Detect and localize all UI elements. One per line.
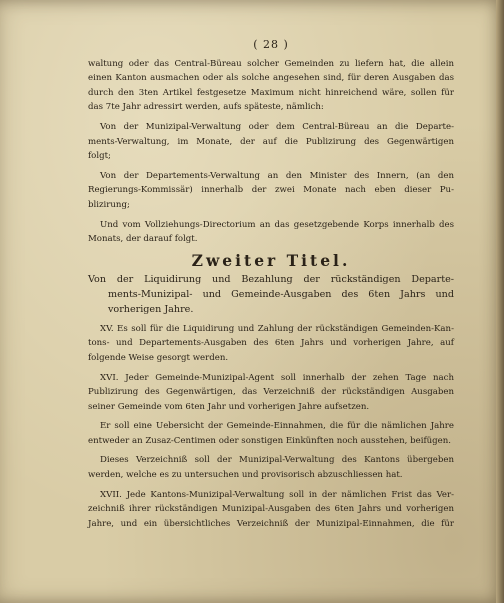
text-line: zeichniß ihrer rückständigen Munizipal-Ausgaben des 6ten Jahrs und vorherigen: [88, 504, 454, 515]
section-title: Zweiter Titel.: [191, 250, 351, 270]
text-line: folgende Weise gesorgt werden.: [88, 352, 229, 363]
subtitle-line: vorherigen Jahre.: [108, 303, 194, 315]
text-line: Dieses Verzeichniß soll der Munizipal-Verwaltung des Kantons übergeben: [100, 455, 454, 466]
text-line: Publizirung des Gegenwärtigen, das Verzeichniß der rückständigen Ausgaben: [88, 387, 454, 398]
text-line: tons- und Departements-Ausgaben des 6ten Jahrs und vorherigen Jahre, auf: [88, 338, 454, 349]
text-line: werden, welche es zu untersuchen und provisorisch abzuschliessen hat.: [88, 470, 403, 481]
article-xvii: [88, 488, 454, 532]
text-line: einen Kanton ausmachen oder als solche angesehen sind, für deren Ausgaben das: [88, 73, 454, 84]
subtitle-line: Von der Liquidirung und Bezahlung der rückständigen Departe-: [88, 273, 454, 285]
article-xvi-summary: [88, 419, 454, 448]
text-line: waltung oder das Central-Büreau solcher Gemeinden zu liefern hat, die allein: [88, 58, 454, 69]
article-xvi-handover: [88, 453, 454, 482]
text-line: Monats, der darauf folgt.: [88, 234, 198, 245]
section-subtitle: [88, 272, 454, 317]
text-line: das 7te Jahr adressirt werden, aufs späteste, nämlich:: [88, 102, 324, 113]
paragraph-minister: [88, 169, 454, 213]
article-xv: [88, 322, 454, 366]
text-line: durch den 3ten Artikel festgesetze Maximum nicht hinreichend wäre, sollen für: [88, 87, 454, 98]
text-line: Er soll eine Uebersicht der Gemeinde-Einnahmen, die für die nämlichen Jahre: [100, 421, 454, 432]
text-line: Von der Departements-Verwaltung an den Minister des Innern, (an den: [100, 170, 454, 181]
paragraph-continuation: [88, 57, 454, 115]
page-text-block: [88, 38, 454, 536]
text-line: XVII. Jede Kantons-Munizipal-Verwaltung soll in der nämlichen Frist das Ver-: [100, 489, 454, 500]
text-line: blizirung;: [88, 199, 130, 210]
page-number: ( 28 ): [253, 38, 289, 51]
paragraph-departements: [88, 120, 454, 164]
text-line: entweder an Zusaz-Centimen oder sonstigen Einkünften noch ausstehen, beifügen.: [88, 435, 452, 446]
paragraph-directorium: [88, 218, 454, 247]
text-line: Jahre, und ein übersichtliches Verzeichniß der Munizipal-Einnahmen, die für: [88, 518, 454, 529]
subtitle-line: ments-Munizipal- und Gemeinde-Ausgaben des 6ten Jahrs und: [108, 288, 454, 300]
text-line: XV. Es soll für die Liquidirung und Zahlung der rückständigen Gemeinden-Kan-: [100, 323, 454, 334]
text-line: folgt;: [88, 151, 111, 162]
text-line: Und vom Vollziehungs-Directorium an das gesetzgebende Korps innerhalb des: [100, 219, 454, 230]
text-line: Von der Munizipal-Verwaltung oder dem Central-Büreau an die Departe-: [100, 121, 454, 132]
text-line: XVI. Jeder Gemeinde-Munizipal-Agent soll innerhalb der zehen Tage nach: [100, 372, 454, 383]
page-edge-shadow: [496, 0, 504, 603]
text-line: Regierungs-Kommissär) innerhalb der zwei Monate nach eben dieser Pu-: [88, 185, 454, 196]
text-line: seiner Gemeinde vom 6ten Jahr und vorherigen Jahre aufsetzen.: [88, 401, 370, 412]
text-line: ments-Verwaltung, im Monate, der auf die Publizirung des Gegenwärtigen: [88, 136, 454, 147]
article-xvi: [88, 371, 454, 415]
